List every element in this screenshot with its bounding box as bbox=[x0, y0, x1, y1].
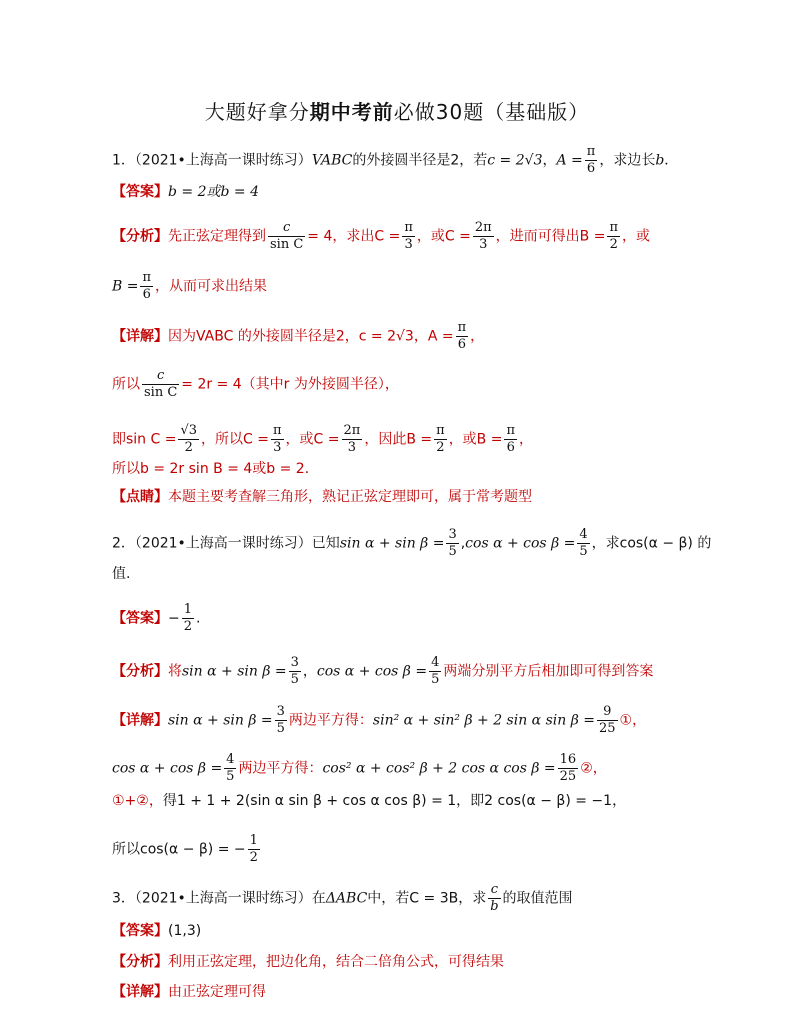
fraction: $\frac{1}{2}$ bbox=[249, 833, 258, 865]
fraction: $\frac{c}{b}$ bbox=[490, 882, 499, 914]
fraction: $\frac{3}{5}$ bbox=[290, 655, 299, 687]
q1-analysis-line2: B = $\frac{\pi}{6}$ ，从而可求出结果 bbox=[112, 270, 268, 302]
q2-detail-line2: cos α + cos β = $\frac{4}{5}$ 两边平方得：cos² α + cos² β + 2 cos α cos β = $\frac{16}{25}$ ②， bbox=[112, 752, 607, 784]
page-title bbox=[0, 96, 794, 125]
q1-analysis-line1: 【分析】先正弦定理得到 $\frac{c}{\text{sin C}}$ = 4，求出C = $\frac{\pi}{3}$ ，或C = $\frac{2\pi}{3}$ ，进而可得出B = $\frac{\pi}{2}$ ，或 bbox=[112, 220, 651, 252]
q2-stem: 2．（2021•上海高一课时练习）已知sin α + sin β = $\frac{3}{5}$ ,cos α + cos β = $\frac{4}{5}$ ，求cos(α − β) 的 bbox=[112, 527, 712, 559]
q3-answer: 【答案】(1,3) bbox=[112, 923, 202, 939]
q3-stem: 3．（2021•上海高一课时练习）在ΔABC中，若C = 3B，求 $\frac{c}{b}$ 的取值范围 bbox=[112, 882, 573, 914]
title-suffix: 必做30题（基础版） bbox=[393, 100, 590, 124]
fraction: $\frac{16}{25}$ bbox=[559, 752, 577, 784]
q1-comment: 【点睛】本题主要考查解三角形，熟记正弦定理即可，属于常考题型 bbox=[112, 489, 532, 505]
q2-detail-line1: 【详解】sin α + sin β = $\frac{3}{5}$ 两边平方得：sin² α + sin² β + 2 sin α sin β = $\frac{9}{25}$ ①， bbox=[112, 704, 647, 736]
fraction: $\frac{\pi}{6}$ bbox=[142, 270, 152, 302]
fraction: $\frac{4}{5}$ bbox=[579, 527, 588, 559]
fraction: $\frac{3}{5}$ bbox=[276, 704, 285, 736]
q2-detail-line3: ①+②，得1 + 1 + 2(sin α sin β + cos α cos β) = 1，即2 cos(α − β) = −1， bbox=[112, 793, 627, 809]
q2-answer: 【答案】− $\frac{1}{2}$ . bbox=[112, 602, 201, 634]
fraction: $\frac{\pi}{6}$ bbox=[586, 144, 596, 176]
title-prefix: 大题好拿分 bbox=[204, 100, 310, 124]
fraction: $\frac{4}{5}$ bbox=[431, 655, 440, 687]
q2-stem-cont: 值. bbox=[112, 566, 131, 582]
q2-detail-final: 所以cos(α − β) = − $\frac{1}{2}$ bbox=[112, 833, 258, 865]
fraction: $\frac{2\pi}{3}$ bbox=[474, 220, 492, 252]
q1-detail-line1: 【详解】因为VABC 的外接圆半径是2，c = 2√3，A = $\frac{\pi}{6}$ ， bbox=[112, 320, 485, 352]
fraction: $\frac{\pi}{6}$ bbox=[506, 423, 516, 455]
fraction: $\frac{2\pi}{3}$ bbox=[343, 423, 361, 455]
fraction: $\frac{\pi}{2}$ bbox=[436, 423, 445, 455]
q3-analysis: 【分析】利用正弦定理，把边化角，结合二倍角公式，可得结果 bbox=[112, 954, 504, 970]
fraction: $\frac{1}{2}$ bbox=[183, 602, 193, 634]
q3-detail: 【详解】由正弦定理可得 bbox=[112, 984, 266, 1000]
q2-analysis: 【分析】将sin α + sin β = $\frac{3}{5}$ ，cos α + cos β = $\frac{4}{5}$ 两端分别平方后相加即可得到答案 bbox=[112, 655, 654, 687]
fraction: $\frac{4}{5}$ bbox=[226, 752, 235, 784]
q1-answer: 【答案】b = 2或b = 4 bbox=[112, 184, 259, 200]
fraction: $\frac{c}{\text{sin C}}$ bbox=[270, 220, 304, 252]
fraction: $\frac{\pi}{2}$ bbox=[609, 220, 619, 252]
fraction: $\frac{\pi}{6}$ bbox=[457, 320, 467, 352]
fraction: $\frac{√3}{2}$ bbox=[180, 423, 198, 455]
fraction: $\frac{9}{25}$ bbox=[599, 704, 616, 736]
q1-detail-final: 所以b = 2r sin B = 4或b = 2． bbox=[112, 461, 319, 477]
fraction: $\frac{3}{5}$ bbox=[448, 527, 457, 559]
q1-detail-line3: 即sin C = $\frac{√3}{2}$ ，所以C = $\frac{\pi}{3}$ ，或C = $\frac{2\pi}{3}$ ，因此B = $\frac{\pi}{2}$ ，或B = $\frac{\pi}{6}$ ， bbox=[112, 423, 534, 455]
fraction: $\frac{\pi}{3}$ bbox=[273, 423, 282, 455]
fraction: $\frac{c}{\text{sin C}}$ bbox=[144, 368, 178, 400]
q1-stem: 1．（2021•上海高一课时练习）VABC的外接圆半径是2，若c = 2√3，A = $\frac{\pi}{6}$ ，求边长b． bbox=[112, 144, 679, 176]
fraction: $\frac{\pi}{3}$ bbox=[404, 220, 413, 252]
q1-detail-line2: 所以 $\frac{c}{\text{sin C}}$ = 2r = 4（其中r 为外接圆半径）， bbox=[112, 368, 399, 400]
title-bold: 期中考前 bbox=[309, 100, 394, 124]
